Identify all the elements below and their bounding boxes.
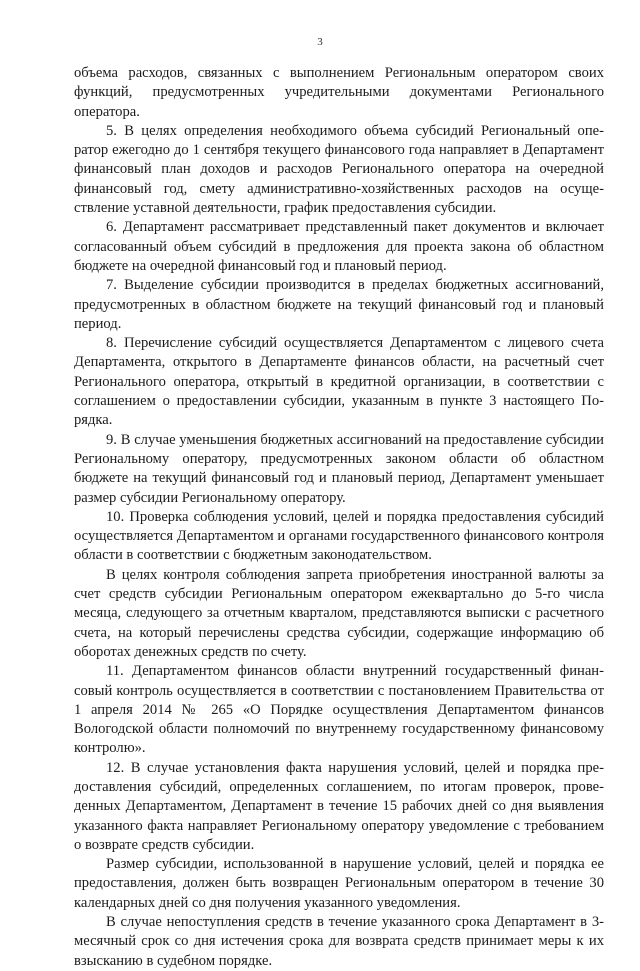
paragraph-continuation: объема расходов, связанных с выполнением Региональным оператором своих функций, предусмотренных учредительными документами Регионального оператора. (74, 65, 604, 120)
paragraph-12-non-receipt: В случае непоступления средств в течение указанного срока Департамент в 3-месячный срок со дня истечения срока для возврата средств принимает меры к их взысканию в судебном порядке. (74, 914, 604, 969)
paragraph-10-currency-control: В целях контроля соблюдения запрета приобретения иностранной валюты за счет средств субсидии Региональным оператором ежеквартально до 5-го числа месяца, следующего за отчетным кварталом, представляются выписки с расчетного счета, на который перечислены средства субсидии, содержащие информацию об оборотах денежных средств по счету. (74, 566, 604, 660)
paragraph-5: 5. В целях определения необходимого объема субсидий Региональный оператор ежегодно до 1 сентября текущего финансового года направляет в Департамент финансовый план доходов и расходов Регионального оператора на очередной финансовый год, смету административно-хозяйственных расходов на осуществление уставной деятельности, график предоставления субсидии. (74, 122, 604, 217)
page-number: 3 (317, 36, 323, 48)
paragraph-7: 7. Выделение субсидии производится в пределах бюджетных ассигнований, предусмотренных в областном бюджете на текущий финансовый год и плановый период. (74, 277, 604, 332)
paragraph-10: 10. Проверка соблюдения условий, целей и порядка предоставления субсидий осуществляется Департаментом и органами государственного финансового контроля области в соответствии с бюджетным законодательством. (74, 508, 604, 564)
paragraph-12: 12. В случае установления факта нарушения условий, целей и порядка предоставления субсидий, определенных соглашением, по итогам проверок, проведенных Департаментом, Департамент в течение 15 рабочих дней со дня выявления указанного факта направляет Региональному оператору уведомление с требованием о возврате средств субсидии. (74, 759, 604, 853)
paragraph-11: 11. Департаментом финансов области внутренний государственный финансовый контроль осуществляется в соответствии с постановлением Правительства от 1 апреля 2014 № 265 «О Порядке осуществления Департаментом финансов Вологодской области полномочий по внутреннему государственному финансовому контролю». (74, 663, 604, 757)
paragraph-9: 9. В случае уменьшения бюджетных ассигнований на предоставление субсидии Региональному оператору, предусмотренных законом области об областном бюджете на текущий финансовый год и плановый период, Департамент уменьшает размер субсидии Региональному оператору. (74, 431, 604, 506)
paragraph-12-refund-size: Размер субсидии, использованной в нарушение условий, целей и порядка ее предоставления, должен быть возвращен Региональным оператором в течение 30 календарных дней со дня получения указанного уведомления. (74, 856, 604, 911)
paragraph-8: 8. Перечисление субсидий осуществляется Департаментом с лицевого счета Департамента, открытого в Департаменте финансов области, на расчетный счет Регионального оператора, открытый в кредитной организации, в соответствии с соглашением о предоставлении субсидии, указанным в пункте 3 настоящего Порядка. (74, 335, 604, 429)
document-body (74, 64, 604, 971)
paragraph-6: 6. Департамент рассматривает представленный пакет документов и включает согласованный объем субсидий в предложения для проекта закона об областном бюджете на очередной финансовый год и плановый период. (74, 219, 604, 274)
